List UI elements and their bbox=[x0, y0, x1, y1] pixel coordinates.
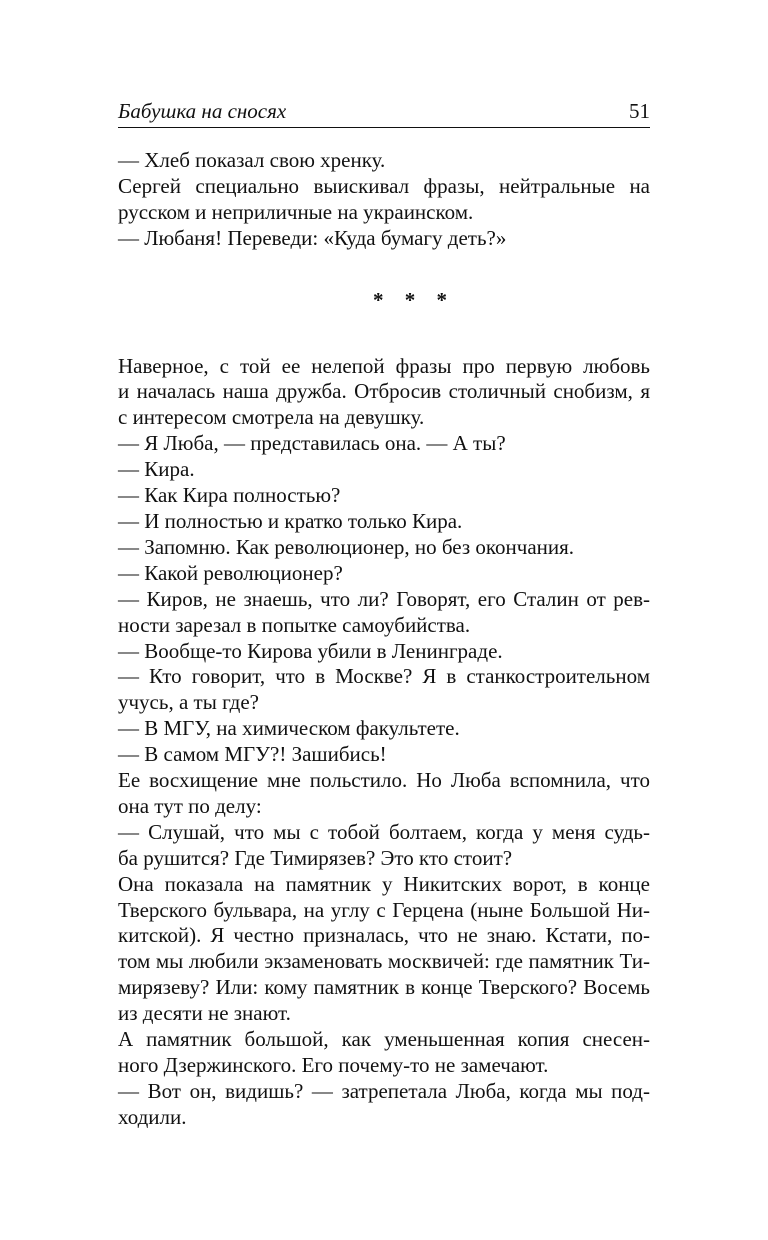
paragraph bbox=[118, 1079, 650, 1131]
text-line: — Как Кира полностью? bbox=[118, 483, 341, 508]
text-line: — Какой революционер? bbox=[118, 560, 343, 585]
running-head bbox=[118, 98, 650, 128]
paragraph bbox=[118, 716, 650, 742]
paragraph bbox=[118, 561, 650, 587]
text-line: — Киров, не знаешь, что ли? Говорят, его Сталин от рев- bbox=[118, 586, 650, 611]
text-line: — Вообще-то Кирова убили в Ленинграде. bbox=[118, 638, 503, 663]
paragraph bbox=[118, 174, 650, 226]
paragraph bbox=[118, 354, 650, 432]
text-line: — Вот он, видишь? — затрепетала Люба, когда мы под- bbox=[118, 1078, 650, 1103]
text-line: ного Дзержинского. Его почему-то не замечают. bbox=[118, 1053, 549, 1077]
paragraph bbox=[118, 820, 650, 872]
text-line: Сергей специально выискивал фразы, нейтральные на bbox=[118, 173, 650, 198]
text-line: ходили. bbox=[118, 1104, 187, 1129]
paragraph bbox=[118, 639, 650, 665]
text-line: Наверное, с той ее нелепой фразы про первую любовь bbox=[118, 353, 650, 378]
text-line: — Слушай, что мы с тобой болтаем, когда у меня судь- bbox=[118, 819, 650, 844]
paragraph bbox=[118, 148, 650, 174]
text-line: с интересом смотрела на девушку. bbox=[118, 405, 425, 430]
text-line: — Я Люба, — представилась она. — А ты? bbox=[118, 431, 506, 456]
paragraph bbox=[118, 872, 650, 1027]
text-line: — В самом МГУ?! Зашибись! bbox=[118, 742, 387, 767]
text-line: русском и неприличные на украинском. bbox=[118, 199, 474, 224]
section-separator: * * * bbox=[373, 287, 455, 312]
text-line: Ее восхищение мне польстило. Но Люба вспомнила, что bbox=[118, 768, 650, 793]
running-title: Бабушка на сносях bbox=[118, 99, 287, 123]
text-line: — И полностью и кратко только Кира. bbox=[118, 508, 463, 533]
paragraph bbox=[118, 664, 650, 716]
text-line: — Любаня! Переведи: «Куда бумагу деть?» bbox=[118, 225, 507, 250]
section-2 bbox=[118, 354, 650, 1131]
text-line: том мы любили экзаменовать москвичей: где памятник Ти- bbox=[118, 949, 650, 974]
text-line: мирязеву? Или: кому памятник в конце Тверского? Восемь bbox=[118, 975, 650, 1000]
text-line: — Хлеб показал свою хренку. bbox=[118, 148, 386, 172]
text-line: — Кто говорит, что в Москве? Я в станкостроительном bbox=[118, 664, 650, 689]
text-line: Она показала на памятник у Никитских ворот, в конце bbox=[118, 871, 650, 896]
text-line: Тверского бульвара, на углу с Герцена (ныне Большой Ни- bbox=[118, 897, 650, 922]
text-line: А памятник большой, как уменьшенная копия снесен- bbox=[118, 1027, 650, 1052]
text-line: ности зарезал в попытке самоубийства. bbox=[118, 612, 471, 637]
paragraph bbox=[118, 768, 650, 820]
text-line: китской). Я честно призналась, что не знаю. Кстати, по- bbox=[118, 923, 650, 948]
paragraph bbox=[118, 587, 650, 639]
text-line: учусь, а ты где? bbox=[118, 690, 259, 715]
paragraph bbox=[118, 431, 650, 457]
body-text bbox=[118, 148, 650, 1131]
text-line: из десяти не знают. bbox=[118, 1001, 291, 1026]
text-line: она тут по делу: bbox=[118, 793, 262, 818]
paragraph bbox=[118, 509, 650, 535]
paragraph bbox=[118, 226, 650, 252]
text-line: и началась наша дружба. Отбросив столичный снобизм, я bbox=[118, 379, 650, 404]
section-1 bbox=[118, 148, 650, 252]
paragraph bbox=[118, 483, 650, 509]
text-line: — Запомню. Как революционер, но без окончания. bbox=[118, 534, 575, 559]
paragraph bbox=[118, 535, 650, 561]
text-line: — В МГУ, на химическом факультете. bbox=[118, 716, 460, 741]
text-line: — Кира. bbox=[118, 457, 195, 482]
text-line: ба рушится? Где Тимирязев? Это кто стоит? bbox=[118, 845, 513, 870]
page-number: 51 bbox=[629, 99, 650, 123]
paragraph bbox=[118, 457, 650, 483]
paragraph bbox=[118, 1027, 650, 1079]
book-page bbox=[118, 98, 650, 1131]
paragraph bbox=[118, 742, 650, 768]
